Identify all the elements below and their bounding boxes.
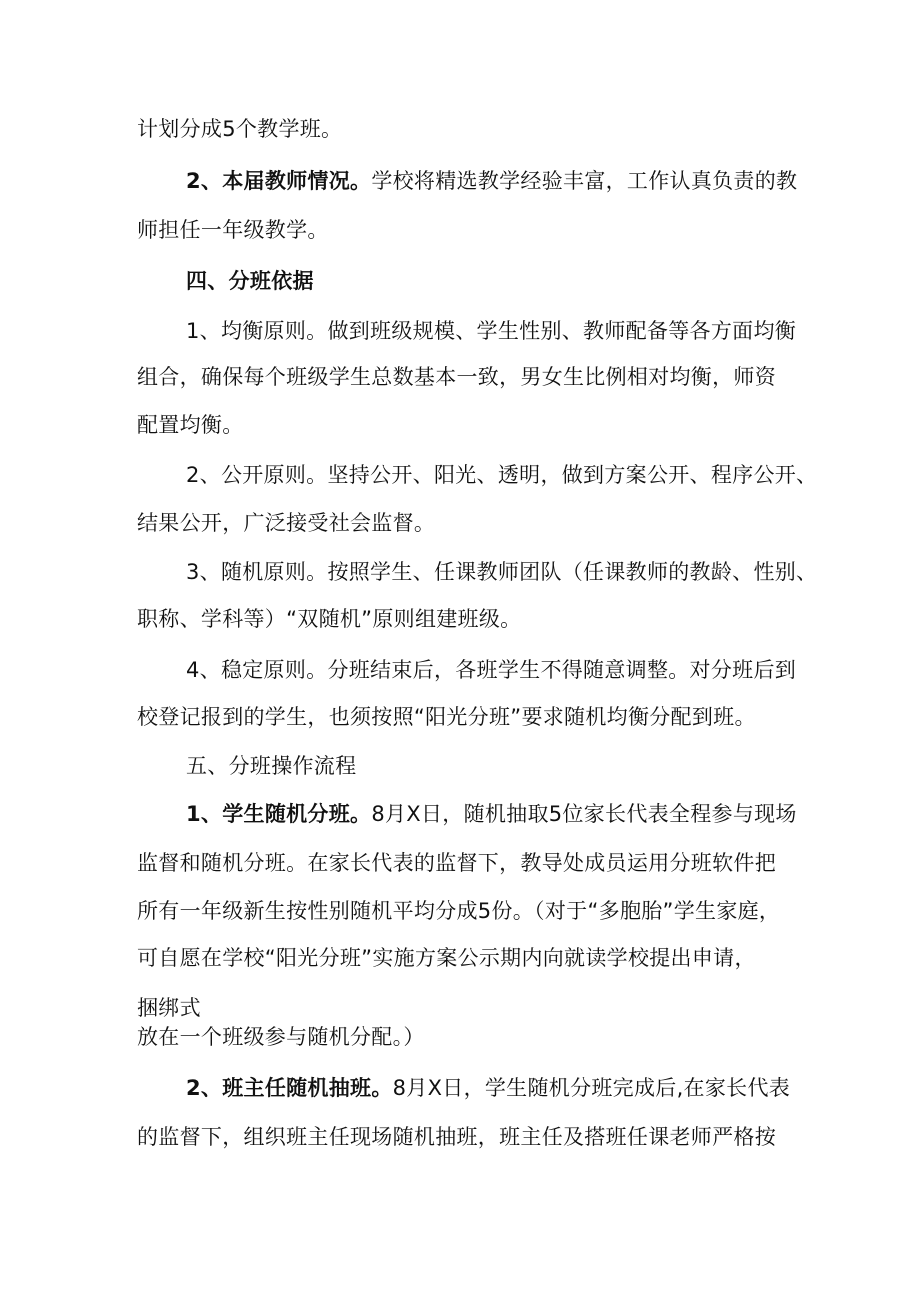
text-line: 配置均衡。 xyxy=(137,413,244,437)
paragraph-student-assignment xyxy=(186,799,797,829)
list-number: 1、 xyxy=(186,802,223,826)
bold-heading: 本届教师情况。 xyxy=(222,169,372,193)
text-line: 校登记报到的学生，也须按照“阳光分班”要求随机均衡分配到班。 xyxy=(137,705,756,729)
text-line: 1、均衡原则。做到班级规模、学生性别、教师配备等各方面均衡 xyxy=(186,319,797,343)
text-line: 职称、学科等）“双随机”原则组建班级。 xyxy=(137,607,522,631)
text-line: 的监督下，组织班主任现场随机抽班，班主任及搭班任课老师严格按 xyxy=(137,1125,776,1149)
text-line: 可自愿在学校“阳光分班”实施方案公示期内向就读学校提出申请， xyxy=(137,946,756,970)
paragraph-teachers xyxy=(186,166,797,196)
list-number: 2、 xyxy=(186,1076,223,1100)
paragraph-text: 学校将精选教学经验丰富，工作认真负责的教 xyxy=(371,169,798,193)
text-line: 计划分成5个教学班。 xyxy=(137,117,343,141)
text-line: 2、公开原则。坚持公开、阳光、透明，做到方案公开、程序公开、 xyxy=(186,463,818,487)
paragraph-text: 8月X日，随机抽取5位家长代表全程参与现场 xyxy=(371,802,797,826)
text-line: 组合，确保每个班级学生总数基本一致，男女生比例相对均衡，师资 xyxy=(137,365,776,389)
section-heading-4: 四、分班依据 xyxy=(186,269,314,293)
text-line: 所有一年级新生按性别随机平均分成5份。（对于“多胞胎”学生家庭， xyxy=(137,899,781,923)
paragraph-text: 8月X日，学生随机分班完成后,在家长代表 xyxy=(392,1076,791,1100)
text-line: 师担任一年级教学。 xyxy=(137,218,329,242)
text-line: 3、随机原则。按照学生、任课教师团队（任课教师的教龄、性别、 xyxy=(186,560,818,584)
text-line: 放在一个班级参与随机分配。） xyxy=(137,1025,425,1049)
list-number: 2、 xyxy=(186,169,223,193)
text-line: 结果公开，广泛接受社会监督。 xyxy=(137,511,436,535)
text-line: 捆绑式 xyxy=(137,996,201,1020)
bold-heading: 学生随机分班。 xyxy=(222,802,372,826)
text-line: 4、稳定原则。分班结束后，各班学生不得随意调整。对分班后到 xyxy=(186,658,797,682)
bold-heading: 班主任随机抽班。 xyxy=(222,1076,393,1100)
section-heading-5: 五、分班操作流程 xyxy=(186,754,357,778)
text-line: 监督和随机分班。在家长代表的监督下，教导处成员运用分班软件把 xyxy=(137,851,776,875)
paragraph-teacher-lottery xyxy=(186,1073,790,1103)
